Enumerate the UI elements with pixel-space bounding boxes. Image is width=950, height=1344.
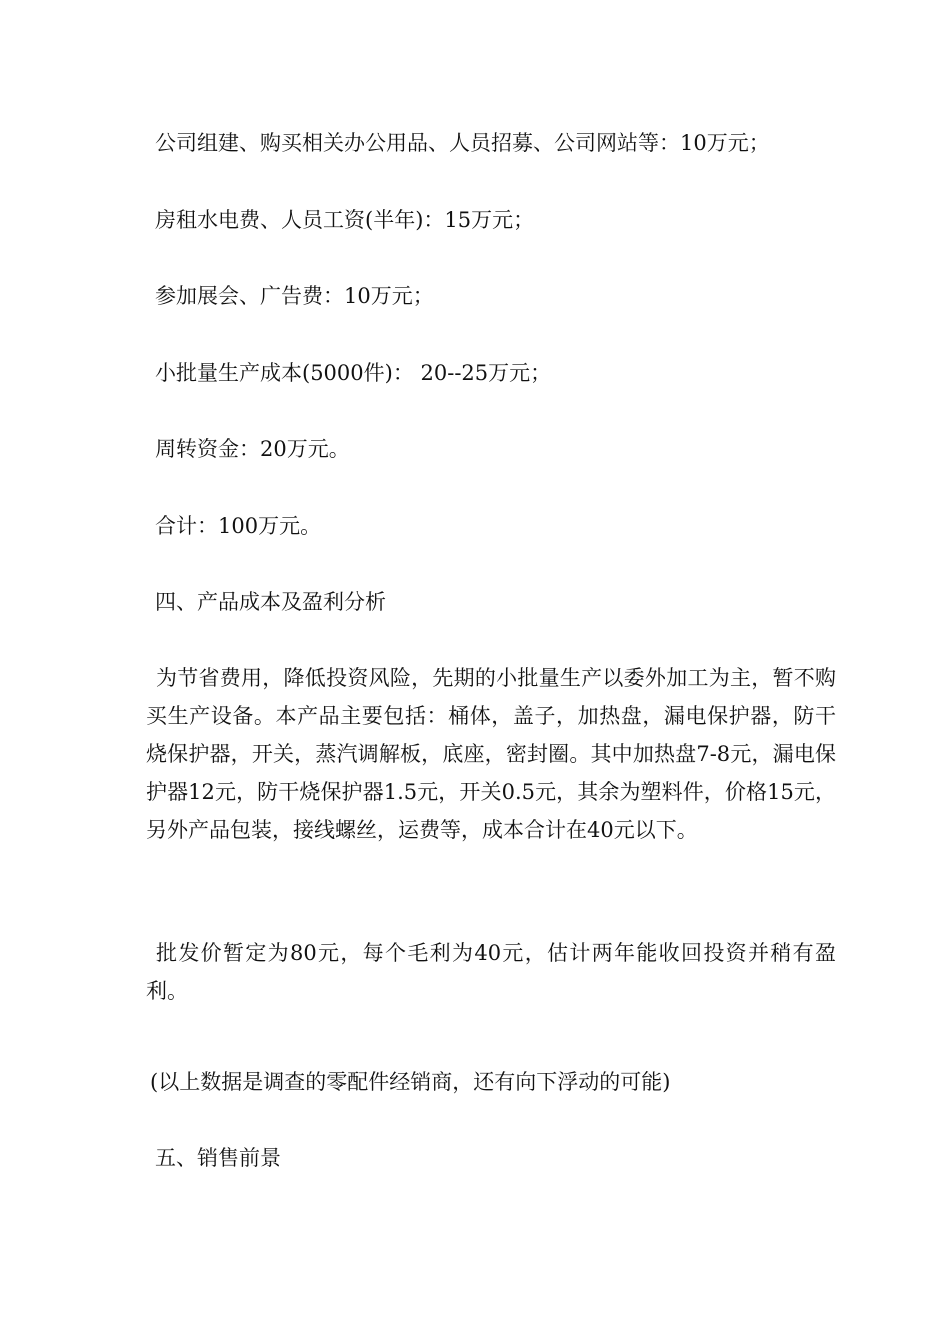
section-heading-sales-outlook: 五、销售前景 <box>155 1146 281 1170</box>
data-source-note: (以上数据是调查的零配件经销商，还有向下浮动的可能) <box>150 1070 671 1094</box>
section-heading-cost-profit: 四、产品成本及盈利分析 <box>155 590 386 614</box>
paragraph-cost-breakdown: 为节省费用，降低投资风险，先期的小批量生产以委外加工为主，暂不购买生产设备。本产品主要包括：桶体，盖子，加热盘，漏电保护器，防干烧保护器，开关，蒸汽调解板，底座，密封圈。其中加热盘7-8元，漏电保护器12元，防干烧保护器1.5元，开关0.5元，其余为塑料件，价格15元，另外产品包装，接线螺丝，运费等，成本合计在40元以下。 <box>146 666 836 842</box>
budget-item-working-capital: 周转资金：20万元。 <box>155 437 350 461</box>
budget-item-company-setup: 公司组建、购买相关办公用品、人员招募、公司网站等：10万元； <box>155 131 770 155</box>
budget-total: 合计：100万元。 <box>155 514 322 538</box>
budget-item-rent-salary: 房租水电费、人员工资(半年)：15万元； <box>155 208 535 232</box>
budget-item-production-cost: 小批量生产成本(5000件)： 20--25万元； <box>155 361 552 385</box>
budget-item-exhibition-ads: 参加展会、广告费：10万元； <box>155 284 434 308</box>
paragraph-pricing-profit: 批发价暂定为80元，每个毛利为40元，估计两年能收回投资并稍有盈利。 <box>146 941 836 1003</box>
